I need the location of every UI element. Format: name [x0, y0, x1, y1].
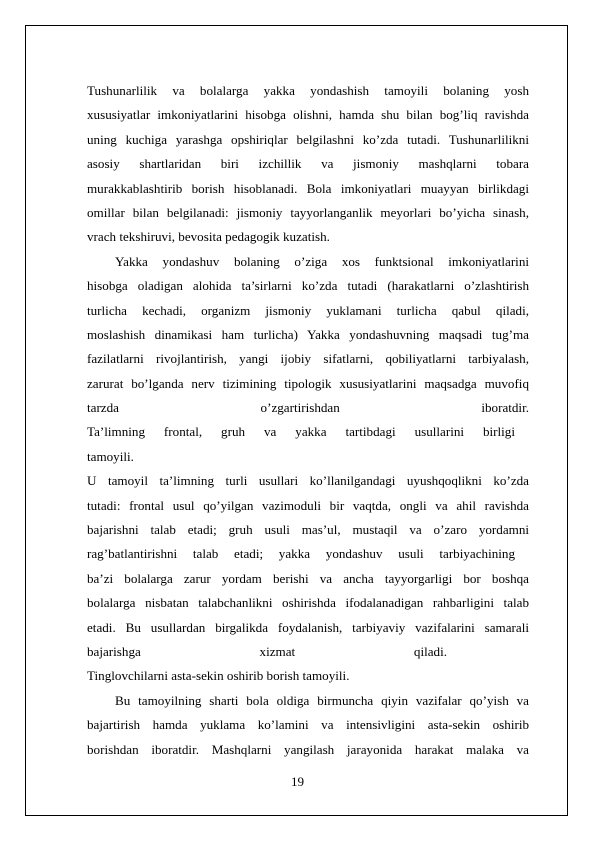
text-line: vrach tekshiruvi, bevosita pedagogik kuzatish. — [87, 229, 330, 245]
section-heading: Tinglovchilarni asta-sekin oshirib borish tamoyili. — [87, 668, 350, 684]
text-line: Tushunarlilik va bolalarga yakka yondashish tamoyili bolaning yosh — [87, 83, 529, 98]
text-line: hisobga oladigan alohida ta’sirlarni ko’zda tutadi (harakatlarni o’zlashtirish — [87, 278, 529, 294]
section-heading: tamoyili. — [87, 448, 134, 464]
text-line: Bu tamoyilning sharti bola oldiga birmuncha qiyin vazifalar qo’yish va — [115, 692, 529, 708]
text-line: tarzda o’zgartirishdan iboratdir. — [87, 400, 529, 416]
text-line: omillar bilan belgilanadi: jismoniy tayyorlanganlik meyorlari bo’yicha sinash, — [87, 204, 529, 220]
text-line: murakkablashtirib borish hisoblanadi. Bola imkoniyatlari muayyan birlikdagi — [87, 180, 529, 196]
text-line: rag’batlantirishni talab etadi; yakka yondashuv usuli tarbiyachining — [87, 546, 515, 562]
text-line: bolalarga nisbatan talabchanlikni oshirishda ifodalanadigan rahbarligini talab — [87, 595, 529, 611]
text-line: fazilatlarni rivojlantirish, yangi ijobiy sifatlarni, qobiliyatlarni tarbiyalash, — [87, 351, 529, 367]
text-line: asosiy shartlaridan biri izchillik va jismoniy mashqlarni tobara — [87, 156, 529, 172]
text-line: etadi. Bu usullardan birgalikda foydalanish, tarbiyaviy vazifalarini samarali — [87, 619, 529, 635]
text-line: ba’zi bolalarga zarur yordam berishi va ancha tayyorgarligi bor boshqa — [87, 570, 529, 586]
text-line: bajartirish hamda yuklama ko’lamini va intensivligini asta-sekin oshirib — [87, 717, 529, 733]
text-line: turlicha kechadi, organizm jismoniy yuklamani turlicha qabul qiladi, — [87, 302, 529, 318]
text-line: moslashish dinamikasi ham turlicha) Yakka yondashuvning maqsadi tug’ma — [87, 326, 529, 342]
section-heading: Ta’limning frontal, gruh va yakka tartibdagi usullarini birligi — [87, 424, 515, 440]
text-line: U tamoyil ta’limning turli usullari ko’llanilgandagi uyushqoqlikni ko’zda — [87, 473, 529, 489]
text-line: Yakka yondashuv bolaning o’ziga xos funktsional imkoniyatlarini — [115, 253, 529, 269]
text-line: bajarishni talab etadi; gruh usuli mas’ul, mustaqil va o’zaro yordamni — [87, 522, 529, 538]
page-number: 19 — [290, 774, 305, 789]
text-line: zarurat bo’lganda nerv tizimining tipologik xususiyatlarini maqsadga muvofiq — [87, 375, 529, 391]
text-line: xususiyatlar imkoniyatlarini hisobga olishni, hamda shu bilan bog’liq ravishda — [87, 107, 529, 123]
text-line: tutadi: frontal usul qo’yilgan vazimoduli bir vaqtda, ongli va ahil ravishda — [87, 497, 529, 513]
text-line: borishdan iboratdir. Mashqlarni yangilash jarayonida harakat malaka va — [87, 741, 529, 757]
text-line: bajarishga xizmat qiladi. — [87, 643, 447, 659]
text-line: uning kuchiga yarashga opshiriqlar belgilashni ko’zda tutadi. Tushunarlilikni — [87, 131, 529, 147]
body-text — [87, 79, 529, 762]
